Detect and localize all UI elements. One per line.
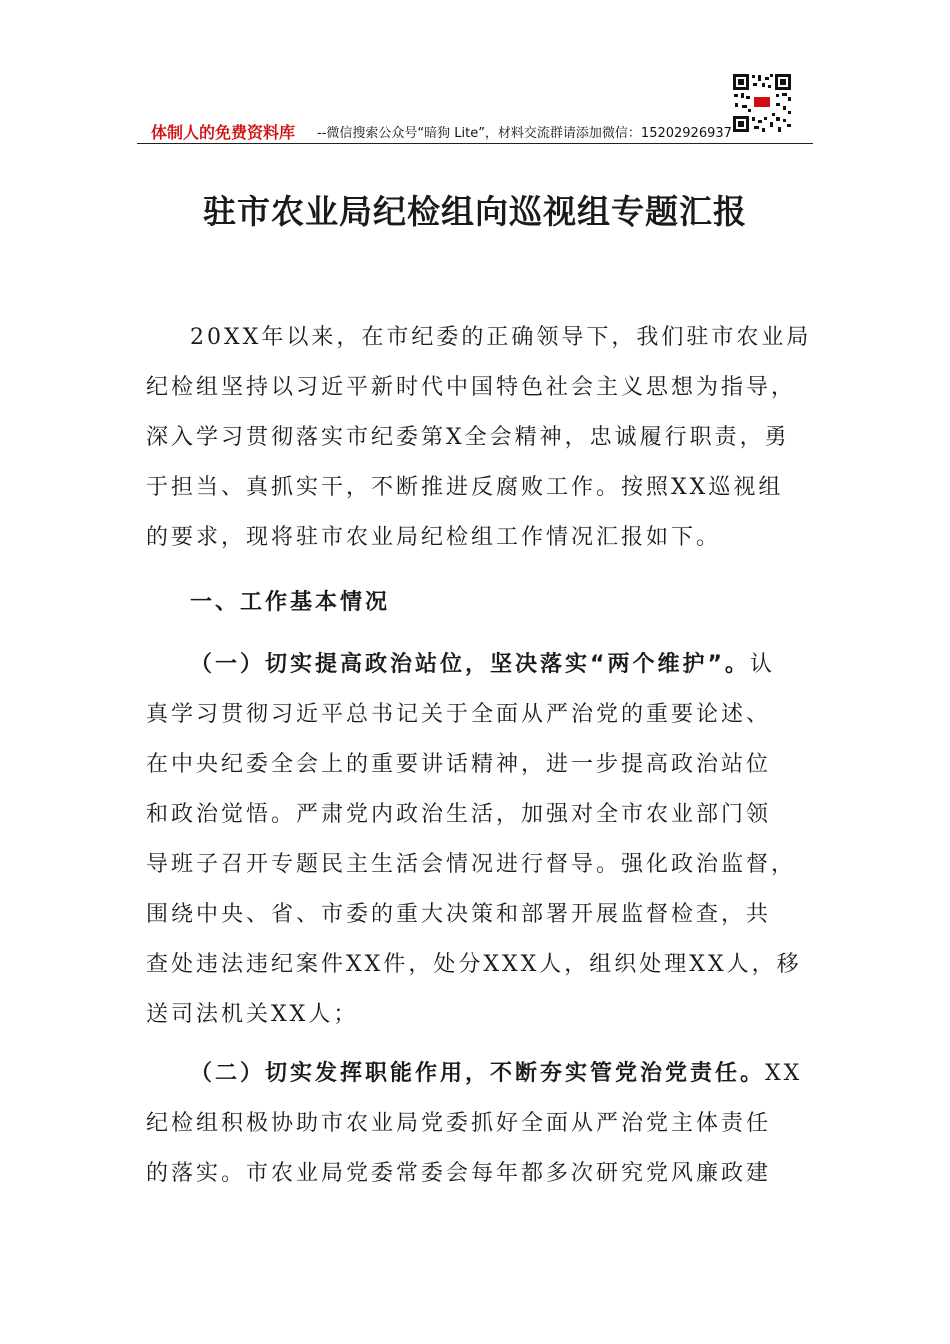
intro-paragraph: [146, 313, 812, 563]
paragraph-line: [146, 1049, 806, 1099]
paragraph-line: [146, 640, 806, 690]
header-note: --微信搜索公众号“暗狗 Lite”，材料交流群请添加微信：15202926937: [317, 126, 732, 141]
paragraph-line: 送司法机关XX人；: [146, 1002, 359, 1027]
page-header: [137, 120, 813, 144]
item-one-paragraph: [146, 640, 806, 1040]
paragraph-line: 和政治觉悟。严肃党内政治生活，加强对全市农业部门领: [146, 802, 772, 827]
header-brand: 体制人的免费资料库: [151, 123, 296, 142]
paragraph-line: 在中央纪委全会上的重要讲话精神，进一步提高政治站位: [146, 752, 772, 777]
section-heading-text: 一、工作基本情况: [190, 590, 391, 615]
paragraph-line: 20XX年以来，在市纪委的正确领导下，我们驻市农业局: [190, 325, 812, 350]
paragraph-line: 查处违法违纪案件XX件，处分XXX人，组织处理XX人，移: [146, 952, 802, 977]
document-title: 驻市农业局纪检组向巡视组专题汇报: [203, 192, 747, 231]
paragraph-line: 的要求，现将驻市农业局纪检组工作情况汇报如下。: [146, 525, 722, 550]
paragraph-line: 于担当、真抓实干，不断推进反腐败工作。按照XX巡视组: [146, 475, 784, 500]
paragraph-line: 导班子召开专题民主生活会情况进行督导。强化政治监督，: [146, 852, 797, 877]
item-two-paragraph: [146, 1049, 806, 1199]
item-one-heading: （一）切实提高政治站位，坚决落实“两个维护”。: [190, 652, 750, 677]
paragraph-line: 纪检组坚持以习近平新时代中国特色社会主义思想为指导，: [146, 375, 797, 400]
section-heading: [146, 578, 806, 628]
item-two-heading: （二）切实发挥职能作用，不断夯实管党治党责任。: [190, 1061, 766, 1086]
paragraph-line: 围绕中央、省、市委的重大决策和部署开展监督检查，共: [146, 902, 772, 927]
paragraph-line: 的落实。市农业局党委常委会每年都多次研究党风廉政建: [146, 1161, 772, 1186]
paragraph-line: 深入学习贯彻落实市纪委第X全会精神，忠诚履行职责，勇: [146, 425, 790, 450]
paragraph-line: 真学习贯彻习近平总书记关于全面从严治党的重要论述、: [146, 702, 772, 727]
item-one-first-line-rest: 认: [749, 652, 775, 677]
qr-code-icon: [732, 73, 792, 133]
item-two-first-line-rest: XX: [765, 1061, 803, 1086]
paragraph-line: 纪检组积极协助市农业局党委抓好全面从严治党主体责任: [146, 1111, 772, 1136]
header-divider: [137, 143, 813, 144]
